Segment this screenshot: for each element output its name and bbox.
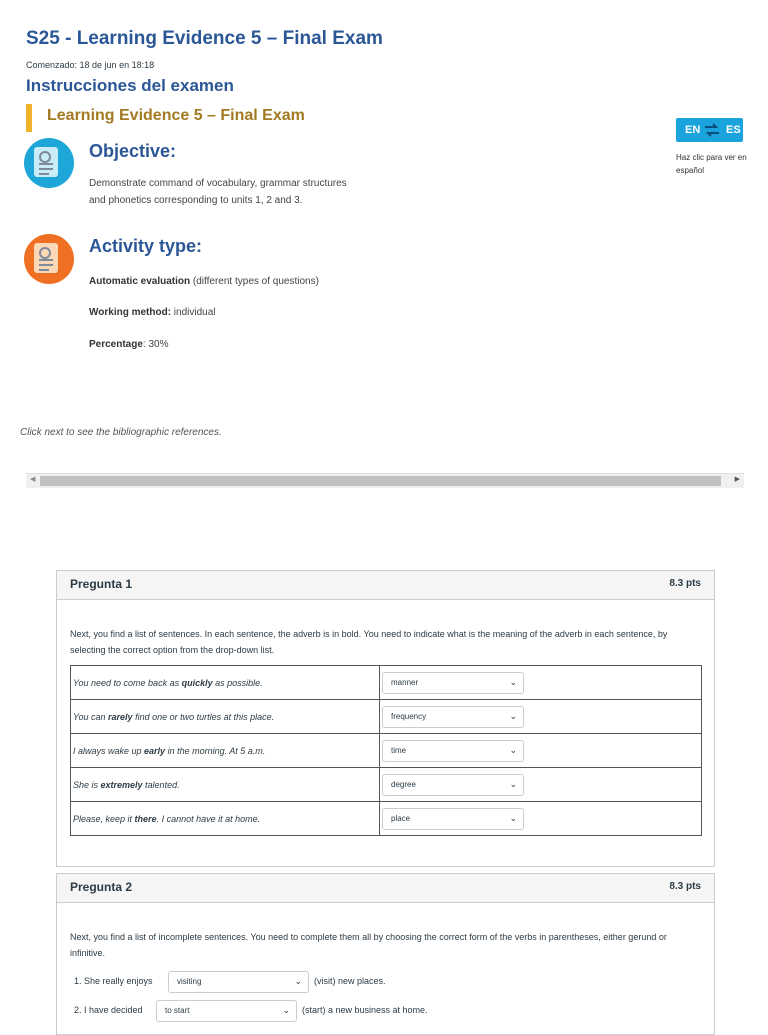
evaluation-value: (different types of questions) <box>190 276 319 287</box>
percentage-value: : 30% <box>142 339 169 350</box>
question-title: Pregunta 2 <box>70 880 133 894</box>
sentence-cell: I always wake up early in the morning. At 5 a.m. <box>71 734 380 768</box>
verb-form-select[interactable]: visiting ⌄ <box>168 971 309 993</box>
verb-form-select[interactable]: to start ⌄ <box>156 1000 297 1022</box>
question-points: 8.3 pts <box>669 578 701 589</box>
activity-percentage <box>89 336 169 353</box>
answer-cell <box>380 802 702 836</box>
question-title: Pregunta 1 <box>70 577 133 591</box>
answer-cell <box>380 734 702 768</box>
meaning-select[interactable]: place ⌄ <box>382 808 524 830</box>
chevron-down-icon: ⌄ <box>509 744 517 755</box>
lang-to: ES <box>726 124 741 136</box>
question-header <box>57 571 714 600</box>
horizontal-scrollbar[interactable] <box>26 473 744 488</box>
scroll-right-icon[interactable]: ▶ <box>734 476 740 483</box>
lang-from: EN <box>685 124 701 136</box>
answer-cell <box>380 666 702 700</box>
scrollbar-thumb[interactable] <box>40 476 721 486</box>
method-value: individual <box>171 307 216 318</box>
adverb-table <box>70 665 702 836</box>
table-row <box>71 734 702 768</box>
question-description: Next, you find a list of incomplete sentences. You need to complete them all by choosing the correct form of the verbs in parentheses, either gerund or infinitive. <box>70 932 667 958</box>
table-row <box>71 666 702 700</box>
adverb-bold: rarely <box>108 711 133 722</box>
meaning-select[interactable]: time ⌄ <box>382 740 524 762</box>
meaning-select[interactable]: manner ⌄ <box>382 672 524 694</box>
objective-line-1: Demonstrate command of vocabulary, grammar structures <box>89 178 347 189</box>
question-points: 8.3 pts <box>669 881 701 892</box>
language-toggle-note: Haz clic para ver en español <box>676 153 747 175</box>
meaning-select[interactable]: degree ⌄ <box>382 774 524 796</box>
accent-bar <box>26 104 32 132</box>
adverb-bold: early <box>144 745 166 756</box>
sentence-cell: You can rarely find one or two turtles at this place. <box>71 700 380 734</box>
question-header <box>57 874 714 903</box>
method-label: Working method: <box>89 307 172 318</box>
sentence-cell: Please, keep it there. I cannot have it at home. <box>71 802 380 836</box>
question-description: Next, you find a list of sentences. In each sentence, the adverb is in bold. You need to indicate what is the meaning of the adverb in each sentence, by selecting the correct option from the drop-down list. <box>70 629 668 655</box>
objective-heading: Objective: <box>89 141 177 161</box>
item-prefix: 1. She really enjoys <box>74 976 153 986</box>
chevron-down-icon: ⌄ <box>282 1005 290 1015</box>
percentage-label: Percentage <box>89 339 143 350</box>
activity-evaluation <box>89 273 319 290</box>
sentence-cell: She is extremely talented. <box>71 768 380 802</box>
adverb-bold: there <box>134 813 157 824</box>
click-next-hint: Click next to see the bibliographic references. <box>20 427 222 438</box>
exam-subtitle: Learning Evidence 5 – Final Exam <box>47 107 305 124</box>
table-row <box>71 802 702 836</box>
item-suffix: (start) a new business at home. <box>302 1005 428 1015</box>
answer-cell <box>380 768 702 802</box>
question-2 <box>56 873 715 1035</box>
evaluation-label: Automatic evaluation <box>89 276 191 287</box>
objective-document-icon <box>24 138 74 188</box>
exam-title: S25 - Learning Evidence 5 – Final Exam <box>26 28 383 49</box>
item-suffix: (visit) new places. <box>314 976 386 986</box>
answer-cell <box>380 700 702 734</box>
chevron-down-icon: ⌄ <box>509 778 517 789</box>
sentence-cell: You need to come back as quickly as possible. <box>71 666 380 700</box>
chevron-down-icon: ⌄ <box>509 710 517 721</box>
activity-document-icon <box>24 234 74 284</box>
table-row <box>71 700 702 734</box>
started-timestamp: Comenzado: 18 de jun en 18:18 <box>26 60 155 70</box>
meaning-select[interactable]: frequency ⌄ <box>382 706 524 728</box>
activity-heading: Activity type: <box>89 236 203 256</box>
scroll-left-icon[interactable]: ◀ <box>30 476 36 483</box>
question-1 <box>56 570 715 867</box>
instructions-heading: Instrucciones del examen <box>26 76 234 95</box>
chevron-down-icon: ⌄ <box>509 676 517 687</box>
adverb-bold: quickly <box>181 677 213 688</box>
adverb-bold: extremely <box>100 779 143 790</box>
activity-method <box>89 304 216 321</box>
chevron-down-icon: ⌄ <box>294 976 302 986</box>
objective-text <box>89 175 347 209</box>
objective-line-2: and phonetics corresponding to units 1, 2 and 3. <box>89 195 303 206</box>
table-row <box>71 768 702 802</box>
language-toggle-button[interactable] <box>676 118 743 142</box>
swap-arrows-icon <box>703 123 721 137</box>
item-prefix: 2. I have decided <box>74 1005 143 1015</box>
chevron-down-icon: ⌄ <box>509 812 517 823</box>
